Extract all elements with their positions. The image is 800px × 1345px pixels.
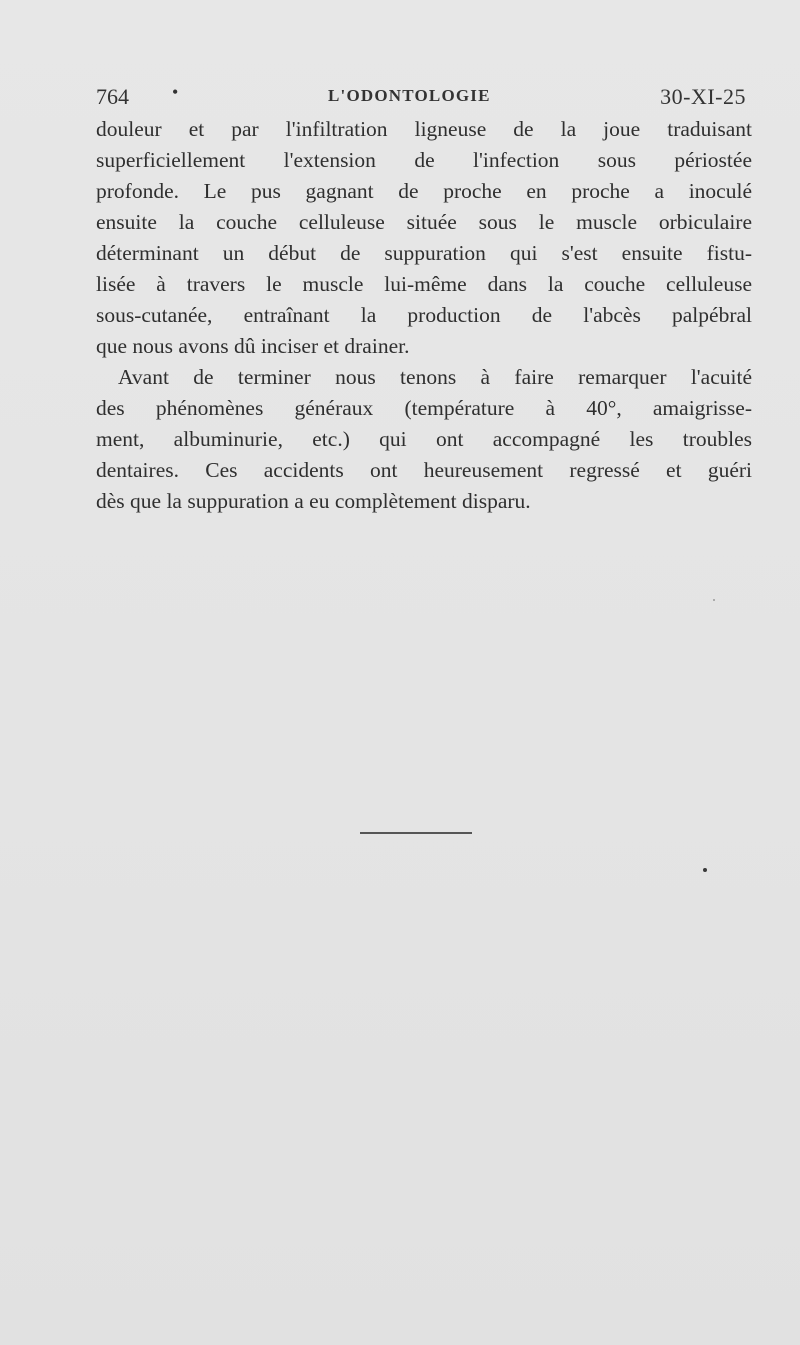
article-body: [96, 114, 752, 517]
journal-title: L'ODONTOLOGIE: [328, 86, 491, 105]
text-line: profonde. Le pus gagnant de proche en proche a inoculé: [96, 179, 752, 203]
section-separator-rule: [360, 832, 472, 834]
text-line: dentaires. Ces accidents ont heureusement regressé et guéri: [96, 458, 752, 482]
page-number: 764: [96, 84, 129, 109]
paper-speck: [703, 868, 707, 872]
text-line: superficiellement l'extension de l'infection sous périostée: [96, 148, 752, 172]
text-line: Avant de terminer nous tenons à faire remarquer l'acuité: [118, 365, 752, 389]
header-bullet: •: [172, 82, 179, 102]
issue-date: 30-XI-25: [660, 84, 746, 109]
text-line: sous-cutanée, entraînant la production de l'abcès palpébral: [96, 303, 752, 327]
paragraph: [96, 114, 752, 362]
text-line: ensuite la couche celluleuse située sous le muscle orbiculaire: [96, 210, 752, 234]
text-line: que nous avons dû inciser et drainer.: [96, 334, 410, 358]
running-header: [96, 84, 746, 112]
paper-speck: [713, 599, 715, 601]
text-line: des phénomènes généraux (température à 40°, amaigrisse-: [96, 396, 752, 420]
text-line: dès que la suppuration a eu complètement disparu.: [96, 489, 531, 513]
text-line: lisée à travers le muscle lui-même dans la couche celluleuse: [96, 272, 752, 296]
paragraph: [96, 362, 752, 517]
text-line: ment, albuminurie, etc.) qui ont accompagné les troubles: [96, 427, 752, 451]
text-line: déterminant un début de suppuration qui s'est ensuite fistu-: [96, 241, 752, 265]
text-line: douleur et par l'infiltration ligneuse de la joue traduisant: [96, 117, 752, 141]
